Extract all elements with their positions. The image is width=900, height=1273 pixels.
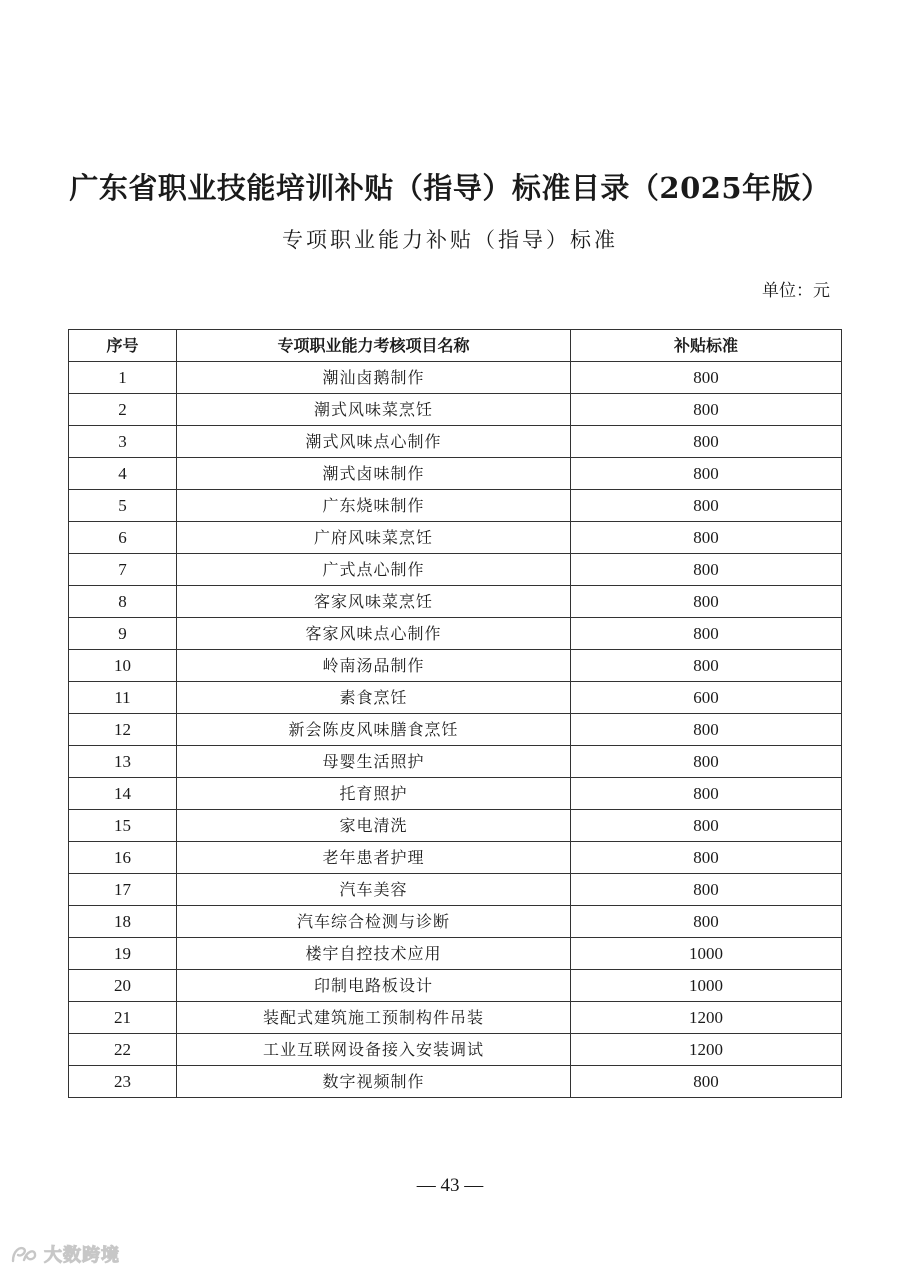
- row-project-name: 汽车美容: [177, 874, 571, 906]
- row-subsidy-amount: 800: [571, 362, 842, 394]
- row-index: 14: [69, 778, 177, 810]
- row-index: 17: [69, 874, 177, 906]
- row-subsidy-amount: 800: [571, 842, 842, 874]
- row-project-name: 楼宇自控技术应用: [177, 938, 571, 970]
- table-header-row: [69, 330, 842, 362]
- row-project-name: 装配式建筑施工预制构件吊装: [177, 1002, 571, 1034]
- header-project-name: 专项职业能力考核项目名称: [177, 330, 571, 362]
- row-subsidy-amount: 800: [571, 586, 842, 618]
- row-index: 23: [69, 1066, 177, 1098]
- row-index: 1: [69, 362, 177, 394]
- row-index: 5: [69, 490, 177, 522]
- row-project-name: 素食烹饪: [177, 682, 571, 714]
- row-subsidy-amount: 800: [571, 394, 842, 426]
- row-project-name: 潮式卤味制作: [177, 458, 571, 490]
- row-project-name: 印制电路板设计: [177, 970, 571, 1002]
- row-project-name: 数字视频制作: [177, 1066, 571, 1098]
- watermark: [10, 1240, 120, 1268]
- table-row: [69, 842, 842, 874]
- row-project-name: 客家风味点心制作: [177, 618, 571, 650]
- row-index: 10: [69, 650, 177, 682]
- row-subsidy-amount: 800: [571, 426, 842, 458]
- row-subsidy-amount: 800: [571, 650, 842, 682]
- row-project-name: 托育照护: [177, 778, 571, 810]
- table-row: [69, 810, 842, 842]
- table-row: [69, 522, 842, 554]
- row-subsidy-amount: 800: [571, 746, 842, 778]
- header-index: 序号: [69, 330, 177, 362]
- row-index: 22: [69, 1034, 177, 1066]
- row-index: 7: [69, 554, 177, 586]
- row-subsidy-amount: 800: [571, 522, 842, 554]
- table-row: [69, 362, 842, 394]
- document-subtitle: 专项职业能力补贴（指导）标准: [282, 228, 618, 252]
- brand-logo-icon: [10, 1243, 38, 1265]
- row-subsidy-amount: 600: [571, 682, 842, 714]
- row-index: 19: [69, 938, 177, 970]
- row-index: 16: [69, 842, 177, 874]
- table-row: [69, 458, 842, 490]
- watermark-text: 大数跨境: [44, 1245, 120, 1266]
- row-index: 12: [69, 714, 177, 746]
- row-project-name: 广式点心制作: [177, 554, 571, 586]
- row-project-name: 广府风味菜烹饪: [177, 522, 571, 554]
- table-row: [69, 426, 842, 458]
- row-subsidy-amount: 800: [571, 554, 842, 586]
- row-index: 8: [69, 586, 177, 618]
- row-subsidy-amount: 800: [571, 778, 842, 810]
- row-index: 18: [69, 906, 177, 938]
- row-project-name: 家电清洗: [177, 810, 571, 842]
- row-subsidy-amount: 1200: [571, 1034, 842, 1066]
- table-body: [69, 362, 842, 1098]
- row-project-name: 广东烧味制作: [177, 490, 571, 522]
- row-project-name: 老年患者护理: [177, 842, 571, 874]
- table-row: [69, 650, 842, 682]
- row-project-name: 岭南汤品制作: [177, 650, 571, 682]
- table-row: [69, 906, 842, 938]
- row-subsidy-amount: 800: [571, 874, 842, 906]
- row-project-name: 潮式风味菜烹饪: [177, 394, 571, 426]
- row-subsidy-amount: 800: [571, 1066, 842, 1098]
- row-project-name: 工业互联网设备接入安装调试: [177, 1034, 571, 1066]
- table-row: [69, 1002, 842, 1034]
- table-row: [69, 618, 842, 650]
- row-project-name: 潮汕卤鹅制作: [177, 362, 571, 394]
- table-row: [69, 938, 842, 970]
- table-row: [69, 1066, 842, 1098]
- row-subsidy-amount: 1000: [571, 970, 842, 1002]
- table-row: [69, 778, 842, 810]
- row-project-name: 客家风味菜烹饪: [177, 586, 571, 618]
- table-row: [69, 746, 842, 778]
- row-subsidy-amount: 800: [571, 458, 842, 490]
- row-index: 3: [69, 426, 177, 458]
- row-index: 6: [69, 522, 177, 554]
- row-index: 13: [69, 746, 177, 778]
- subsidy-table: [68, 329, 842, 1098]
- page-number: — 43 —: [416, 1175, 484, 1196]
- row-subsidy-amount: 800: [571, 810, 842, 842]
- row-index: 21: [69, 1002, 177, 1034]
- row-index: 4: [69, 458, 177, 490]
- row-index: 20: [69, 970, 177, 1002]
- row-index: 9: [69, 618, 177, 650]
- row-project-name: 母婴生活照护: [177, 746, 571, 778]
- row-index: 15: [69, 810, 177, 842]
- table-row: [69, 394, 842, 426]
- table-row: [69, 970, 842, 1002]
- row-subsidy-amount: 1200: [571, 1002, 842, 1034]
- row-project-name: 汽车综合检测与诊断: [177, 906, 571, 938]
- row-subsidy-amount: 1000: [571, 938, 842, 970]
- table-row: [69, 682, 842, 714]
- table-row: [69, 1034, 842, 1066]
- row-subsidy-amount: 800: [571, 906, 842, 938]
- table-row: [69, 490, 842, 522]
- table-row: [69, 714, 842, 746]
- unit-label: 单位：元: [762, 281, 830, 301]
- row-subsidy-amount: 800: [571, 714, 842, 746]
- row-project-name: 潮式风味点心制作: [177, 426, 571, 458]
- row-index: 2: [69, 394, 177, 426]
- table-row: [69, 554, 842, 586]
- row-project-name: 新会陈皮风味膳食烹饪: [177, 714, 571, 746]
- document-title: 广东省职业技能培训补贴（指导）标准目录（2025年版）: [69, 171, 831, 205]
- header-subsidy-standard: 补贴标准: [571, 330, 842, 362]
- row-subsidy-amount: 800: [571, 490, 842, 522]
- table-row: [69, 874, 842, 906]
- row-index: 11: [69, 682, 177, 714]
- row-subsidy-amount: 800: [571, 618, 842, 650]
- table-row: [69, 586, 842, 618]
